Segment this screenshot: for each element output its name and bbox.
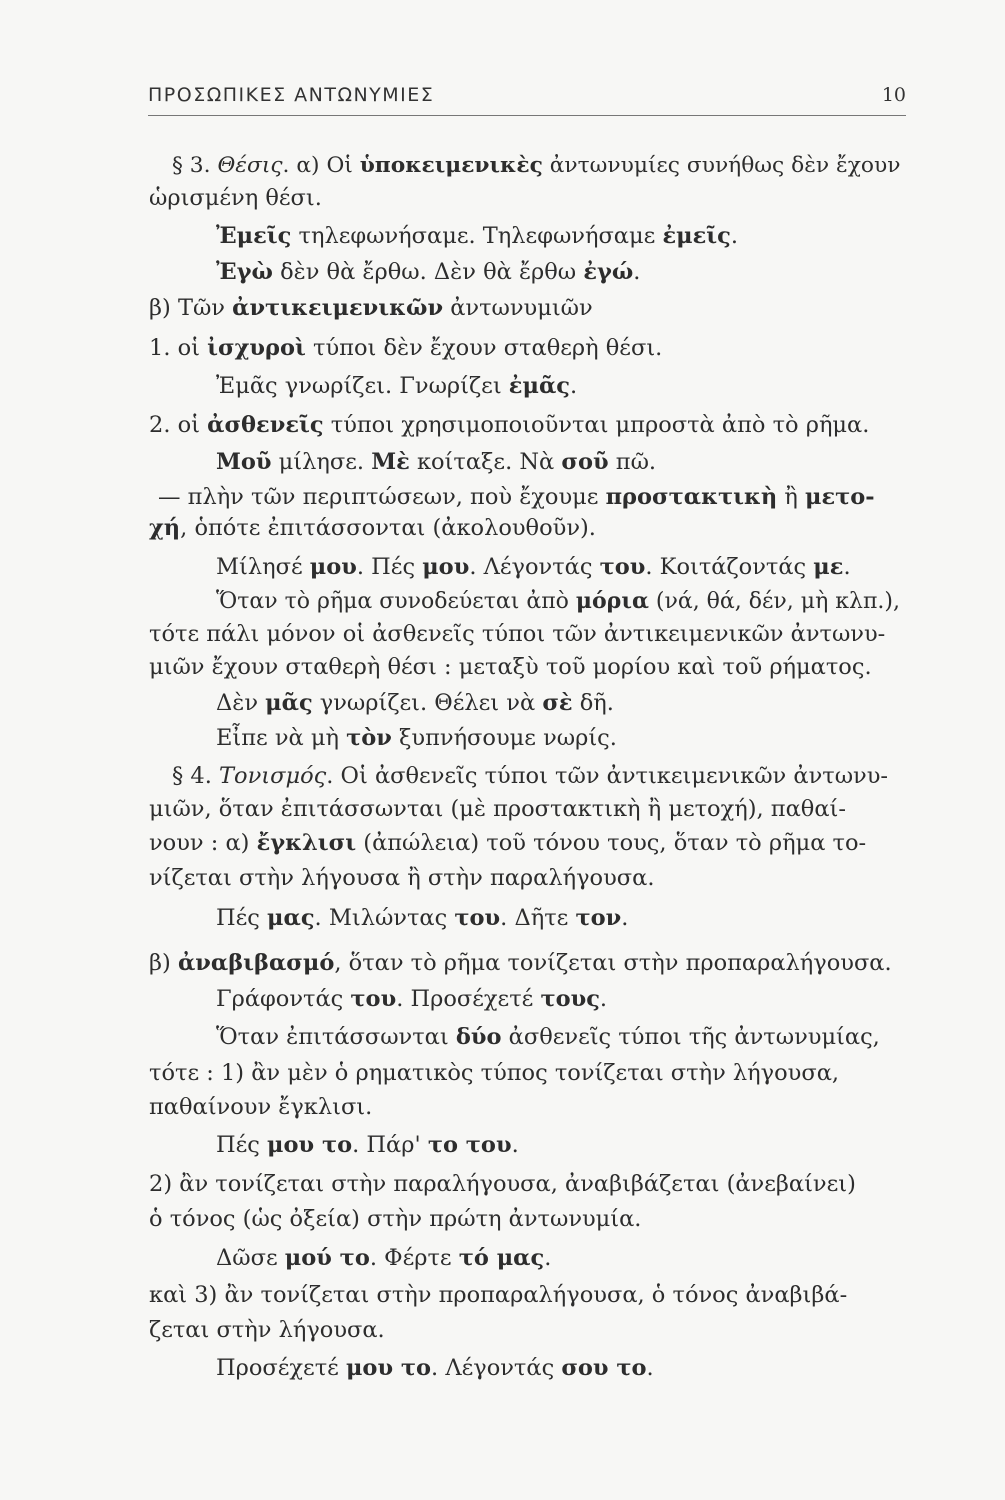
page-number: 10 (881, 84, 906, 106)
text-line-2: ὡρισμένη θέσι. (149, 185, 322, 211)
text-line: τότε πάλι μόνον οἱ ἀσθενεῖς τύποι τῶν ἀντικειμενικῶν ἀντωνυ- (149, 621, 886, 647)
text-line: μιῶν ἔχουν σταθερὴ θέσι : μεταξὺ τοῦ μορίου καὶ τοῦ ρήματος. (149, 654, 872, 680)
text-line: 2. οἱ ἀσθενεῖς τύποι χρησιμοποιοῦνται μπροστὰ ἀπὸ τὸ ρῆμα. (149, 412, 870, 438)
text-line: χή, ὁπότε ἐπιτάσσονται (ἀκολουθοῦν). (149, 515, 596, 541)
example-line: Δῶσε μού το. Φέρτε τό μας. (216, 1245, 552, 1271)
example-line: Ἐγὼ δὲν θὰ ἔρθω. Δὲν θὰ ἔρθω ἐγώ. (216, 259, 641, 285)
example-line: Γράφοντάς του. Προσέχετέ τους. (216, 986, 608, 1012)
text-line: καὶ 3) ἂν τονίζεται στὴν προπαραλήγουσα, ὁ τόνος ἀναβιβά- (149, 1282, 848, 1308)
example-line: Προσέχετέ μου το. Λέγοντάς σου το. (216, 1355, 654, 1381)
example-line: Ἐμεῖς τηλεφωνήσαμε. Τηλεφωνήσαμε ἐμεῖς. (216, 223, 739, 249)
text-line: τότε : 1) ἂν μὲν ὁ ρηματικὸς τύπος τονίζεται στὴν λήγουσα, (149, 1060, 840, 1086)
example-line: Εἶπε νὰ μὴ τὸν ξυπνήσουμε νωρίς. (216, 725, 617, 751)
text-line: ὁ τόνος (ὡς ὀξεία) στὴν πρώτη ἀντωνυμία. (149, 1206, 642, 1232)
header-rule (148, 115, 906, 116)
text-line: 2) ἂν τονίζεται στὴν παραλήγουσα, ἀναβιβάζεται (ἀνεβαίνει) (149, 1171, 856, 1197)
page-header (148, 78, 906, 112)
text-line: ζεται στὴν λήγουσα. (149, 1317, 385, 1343)
section-title: Θέσις (217, 153, 283, 178)
section-title: Τονισμός (219, 763, 327, 789)
example-line: Μοῦ μίλησε. Μὲ κοίταξε. Νὰ σοῦ πῶ. (216, 449, 657, 475)
text-line: β) ἀναβιβασμό, ὅταν τὸ ρῆμα τονίζεται στὴν προπαραλήγουσα. (149, 950, 892, 976)
text-line-1: § 3. Θέσις. α) Οἱ ὑποκειμενικὲς ἀντωνυμίες συνήθως δὲν ἔχουν (172, 151, 906, 181)
text-line: — πλὴν τῶν περιπτώσεων, ποὺ ἔχουμε προστακτικὴ ἢ μετο- (158, 484, 875, 510)
text-line: παθαίνουν ἔγκλισι. (149, 1094, 373, 1120)
example-line: Πές μας. Μιλώντας του. Δῆτε τον. (216, 905, 629, 931)
text-line: 1. οἱ ἰσχυροὶ τύποι δὲν ἔχουν σταθερὴ θέσι. (149, 335, 663, 361)
text-line: Ὅταν ἐπιτάσσωνται δύο ἀσθενεῖς τύποι τῆς ἀντωνυμίας, (216, 1024, 880, 1050)
example-line: Δὲν μᾶς γνωρίζει. Θέλει νὰ σὲ δῆ. (216, 690, 614, 716)
section-number: § 3. (172, 153, 218, 178)
chapter-title: ΠΡΟΣΩΠΙΚΕΣ ΑΝΤΩΝΥΜΙΕΣ (148, 84, 435, 106)
text-line: μιῶν, ὅταν ἐπιτάσσωνται (μὲ προστακτικὴ ἢ μετοχή), παθαί- (149, 796, 846, 822)
text-line: β) Τῶν ἀντικειμενικῶν ἀντωνυμιῶν (149, 295, 593, 321)
section-number: § 4. (172, 763, 220, 789)
text-line: Ὅταν τὸ ρῆμα συνοδεύεται ἀπὸ μόρια (νά, θά, δέν, μὴ κλπ.), (216, 588, 900, 614)
text-line: νίζεται στὴν λήγουσα ἢ στὴν παραλήγουσα. (149, 865, 655, 891)
example-line: Μίλησέ μου. Πές μου. Λέγοντάς του. Κοιτάζοντάς με. (216, 554, 851, 580)
text-line: § 4. Τονισμός. Οἱ ἀσθενεῖς τύποι τῶν ἀντικειμενικῶν ἀντωνυ- (172, 763, 888, 789)
text-line: νουν : α) ἔγκλισι (ἀπώλεια) τοῦ τόνου τους, ὅταν τὸ ρῆμα το- (149, 830, 867, 856)
example-line: Πές μου το. Πάρ' το του. (216, 1132, 519, 1158)
example-line: Ἐμᾶς γνωρίζει. Γνωρίζει ἐμᾶς. (216, 373, 578, 399)
emphasis: ὑποκειμενικὲς (359, 153, 543, 178)
